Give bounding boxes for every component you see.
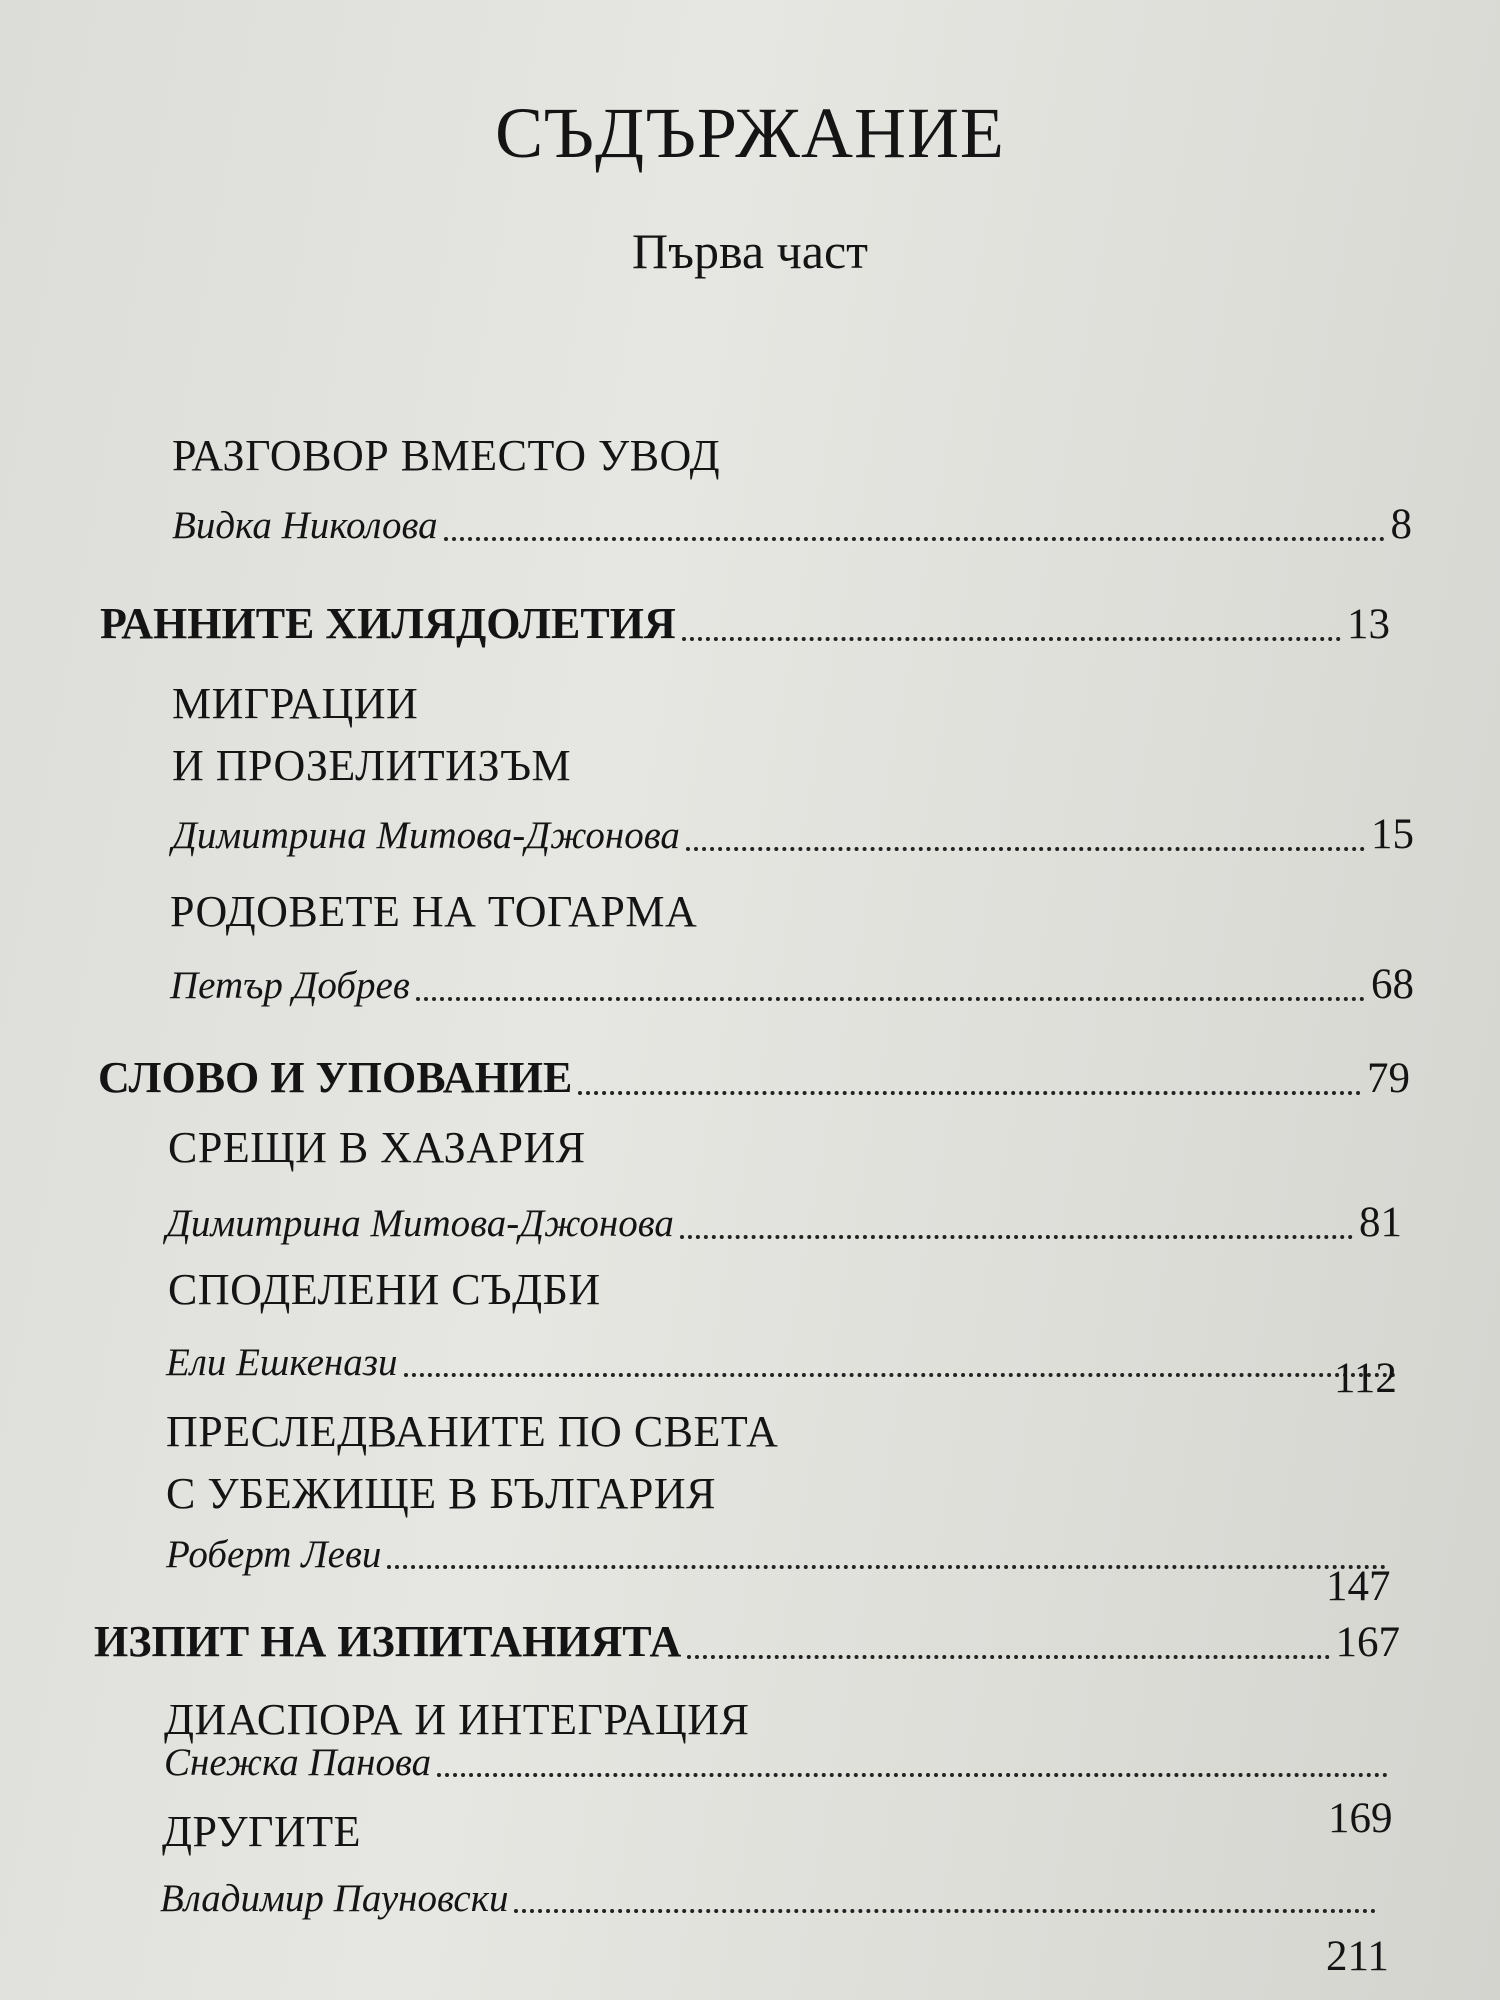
page-number: 147 bbox=[1326, 1563, 1391, 1610]
toc-entry-title: И ПРОЗЕЛИТИЗЪМ bbox=[172, 741, 572, 790]
section-title: РАННИТЕ ХИЛЯДОЛЕТИЯ bbox=[100, 599, 676, 648]
toc-entry-author-line bbox=[166, 1340, 1402, 1385]
toc-entry-title: ДРУГИТЕ bbox=[162, 1807, 362, 1856]
page-number: 8 bbox=[1390, 501, 1412, 548]
toc-entry-title: ДИАСПОРА И ИНТЕГРАЦИЯ bbox=[164, 1695, 750, 1744]
dot-leader bbox=[680, 1235, 1353, 1239]
toc-entry-title: МИГРАЦИИ bbox=[172, 679, 419, 728]
section-title: ИЗПИТ НА ИЗПИТАНИЯТА bbox=[94, 1617, 682, 1666]
toc-section bbox=[98, 1052, 1410, 1103]
page-number: 15 bbox=[1371, 811, 1414, 858]
dot-leader bbox=[682, 637, 1341, 641]
author-name: Ели Ешкенази bbox=[166, 1341, 398, 1384]
toc-entry-title: СПОДЕЛЕНИ СЪДБИ bbox=[168, 1265, 601, 1314]
toc-entry-title: РАЗГОВОР ВМЕСТО УВОД bbox=[172, 431, 721, 480]
dot-leader bbox=[387, 1565, 1386, 1569]
toc-entry-author-line bbox=[164, 1740, 1394, 1785]
dot-leader bbox=[404, 1373, 1397, 1377]
author-name: Видка Николова bbox=[172, 504, 438, 547]
dot-leader bbox=[416, 997, 1365, 1001]
page-number: 211 bbox=[1326, 1933, 1389, 1980]
author-name: Снежка Панова bbox=[164, 1741, 432, 1784]
dot-leader bbox=[514, 1909, 1376, 1913]
author-name: Димитрина Митова-Джонова bbox=[172, 814, 680, 857]
toc-entry-author-line bbox=[170, 960, 1414, 1009]
toc-section bbox=[100, 598, 1390, 649]
author-name: Димитрина Митова-Джонова bbox=[166, 1202, 674, 1245]
dot-leader bbox=[437, 1773, 1388, 1777]
toc-section bbox=[94, 1616, 1400, 1667]
page-number: 68 bbox=[1371, 961, 1414, 1008]
page-number: 81 bbox=[1359, 1199, 1402, 1246]
toc-entry-title: СРЕЩИ В ХАЗАРИЯ bbox=[168, 1123, 586, 1172]
dot-leader bbox=[687, 1655, 1329, 1659]
toc-entry-title: С УБЕЖИЩЕ В БЪЛГАРИЯ bbox=[166, 1469, 716, 1518]
toc-entry-author-line bbox=[166, 1198, 1402, 1247]
toc-entry-author-line bbox=[172, 500, 1412, 549]
page-number: 13 bbox=[1347, 601, 1390, 648]
toc-entry-title: ПРЕСЛЕДВАНИТЕ ПО СВЕТА bbox=[166, 1407, 779, 1456]
page-number: 79 bbox=[1367, 1055, 1410, 1102]
toc-entry-author-line bbox=[172, 810, 1414, 859]
toc-entry-author-line bbox=[160, 1876, 1382, 1921]
dot-leader bbox=[578, 1091, 1361, 1095]
part-title: Първа част bbox=[632, 223, 868, 279]
author-name: Роберт Леви bbox=[166, 1533, 382, 1576]
toc-entry-author-line bbox=[166, 1532, 1392, 1577]
toc-entry-title: РОДОВЕТЕ НА ТОГАРМА bbox=[170, 887, 698, 936]
page-number: 169 bbox=[1328, 1795, 1393, 1842]
page-number: 112 bbox=[1334, 1355, 1397, 1402]
dot-leader bbox=[444, 537, 1385, 541]
dot-leader bbox=[686, 847, 1365, 851]
author-name: Владимир Пауновски bbox=[160, 1877, 509, 1920]
page-title: СЪДЪРЖАНИЕ bbox=[495, 93, 1005, 173]
author-name: Петър Добрев bbox=[170, 964, 410, 1007]
section-title: СЛОВО И УПОВАНИЕ bbox=[98, 1053, 573, 1102]
page-number: 167 bbox=[1335, 1619, 1400, 1666]
